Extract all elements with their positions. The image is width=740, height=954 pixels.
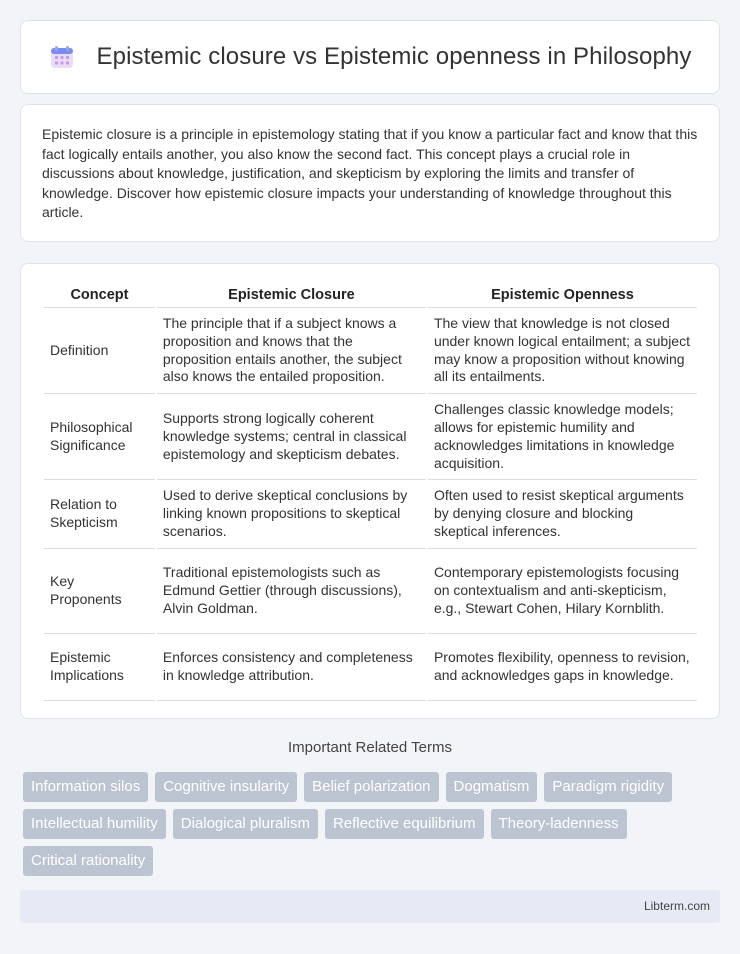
table-row <box>44 480 697 548</box>
related-term-tag[interactable]: Reflective equilibrium <box>325 809 484 839</box>
related-term-tag[interactable]: Dialogical pluralism <box>173 809 318 839</box>
cell-closure: Supports strong logically coherent knowledge systems; central in classical epistemology and skepticism debates. <box>157 394 426 480</box>
table-header-row <box>44 284 697 308</box>
cell-concept: Philosophical Significance <box>44 394 155 480</box>
cell-closure: The principle that if a subject knows a proposition and knows that the proposition entails another, the subject also knows the entailed proposition. <box>157 308 426 394</box>
header-card <box>20 20 720 94</box>
header-openness: Epistemic Openness <box>428 284 697 308</box>
related-terms-title: Important Related Terms <box>288 739 452 756</box>
comparison-table <box>42 284 699 701</box>
cell-concept: Key Proponents <box>44 549 155 634</box>
table-row <box>44 549 697 634</box>
cell-openness: Often used to resist skeptical arguments by denying closure and blocking skeptical inferences. <box>428 480 697 548</box>
related-term-tag[interactable]: Intellectual humility <box>23 809 166 839</box>
intro-text: Epistemic closure is a principle in epistemology stating that if you know a particular fact and know that this fact logically entails another, you also know the second fact. This concept plays a crucial role in discussions about knowledge, justification, and skepticism by exploring the limits and transfer of knowledge. Discover how epistemic closure impacts your understanding of knowledge throughout this article. <box>42 126 698 221</box>
page-title: Epistemic closure vs Epistemic openness in Philosophy <box>96 43 692 70</box>
table-row <box>44 394 697 480</box>
cell-openness: Challenges classic knowledge models; allows for epistemic humility and acknowledges limitations in knowledge acquisition. <box>428 394 697 480</box>
cell-openness: Contemporary epistemologists focusing on contextualism and anti-skepticism, e.g., Stewart Cohen, Hilary Kornblith. <box>428 549 697 634</box>
table-row <box>44 308 697 394</box>
related-term-tag[interactable]: Theory-ladenness <box>491 809 627 839</box>
cell-closure: Traditional epistemologists such as Edmund Gettier (through discussions), Alvin Goldman. <box>157 549 426 634</box>
cell-concept: Epistemic Implications <box>44 634 155 701</box>
related-term-tag[interactable]: Dogmatism <box>446 772 538 802</box>
cell-openness: The view that knowledge is not closed under known logical entailment; a subject may know a proposition without knowing all its entailments. <box>428 308 697 394</box>
header-concept: Concept <box>44 284 155 308</box>
cell-concept: Relation to Skepticism <box>44 480 155 548</box>
cell-closure: Used to derive skeptical conclusions by linking known propositions to skeptical scenarios. <box>157 480 426 548</box>
cell-openness: Promotes flexibility, openness to revision, and acknowledges gaps in knowledge. <box>428 634 697 701</box>
calendar-icon <box>49 44 75 70</box>
related-term-tag[interactable]: Paradigm rigidity <box>544 772 672 802</box>
header-closure: Epistemic Closure <box>157 284 426 308</box>
cell-concept: Definition <box>44 308 155 394</box>
comparison-table-card <box>20 263 720 719</box>
intro-card <box>20 104 720 242</box>
related-terms-list <box>23 772 723 876</box>
table-row <box>44 634 697 701</box>
related-term-tag[interactable]: Belief polarization <box>304 772 438 802</box>
footer-site-link[interactable]: Libterm.com <box>643 899 710 913</box>
related-term-tag[interactable]: Information silos <box>23 772 148 802</box>
cell-closure: Enforces consistency and completeness in knowledge attribution. <box>157 634 426 701</box>
related-term-tag[interactable]: Critical rationality <box>23 846 153 876</box>
related-term-tag[interactable]: Cognitive insularity <box>155 772 297 802</box>
footer <box>20 890 720 923</box>
